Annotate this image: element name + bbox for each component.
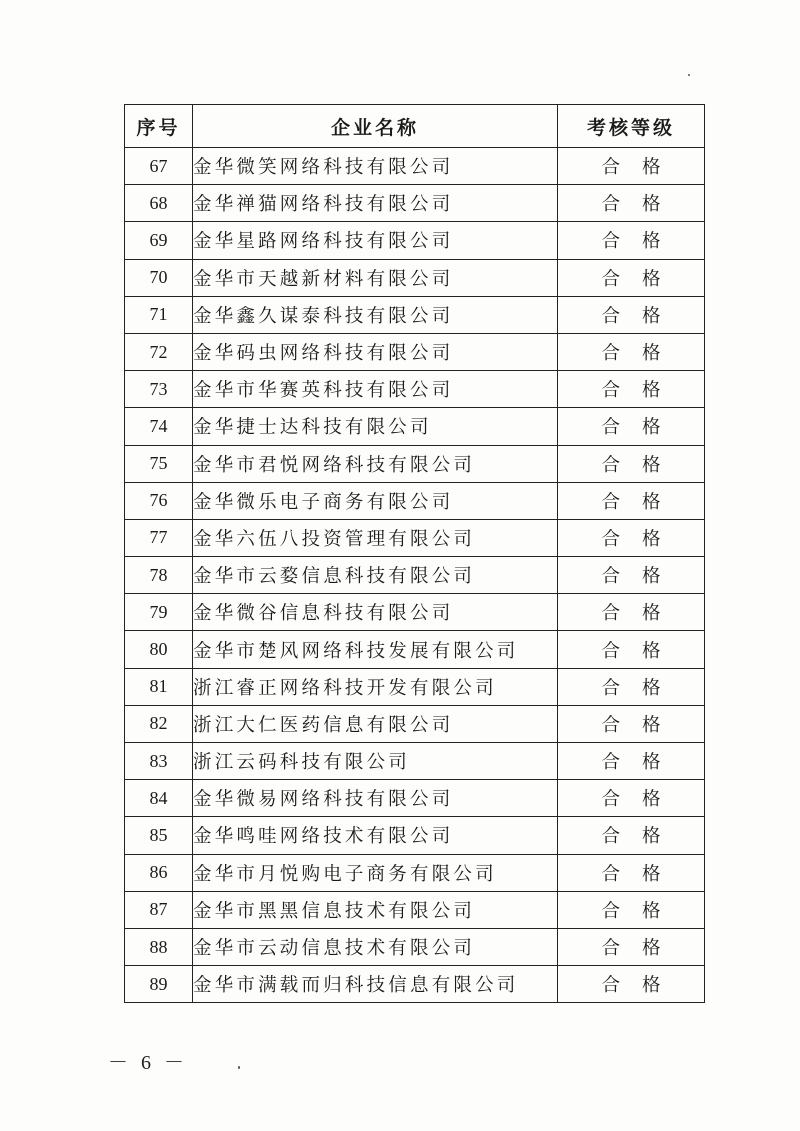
serial-number-cell: 89 [125,966,193,1003]
serial-number-cell: 78 [125,557,193,594]
serial-number-cell: 67 [125,148,193,185]
table-row [125,966,705,1003]
enterprise-name-cell: 金华捷士达科技有限公司 [193,408,558,445]
enterprise-name-cell: 金华微乐电子商务有限公司 [193,482,558,519]
serial-number-cell: 71 [125,296,193,333]
serial-number-cell: 85 [125,817,193,854]
table-row [125,854,705,891]
assessment-grade-text: 合格 [601,305,683,327]
serial-number-cell: 76 [125,482,193,519]
assessment-grade-text: 合格 [601,975,683,997]
serial-number-cell: 80 [125,631,193,668]
assessment-grade-text: 合格 [601,863,683,885]
enterprise-name-cell: 金华市华赛英科技有限公司 [193,371,558,408]
assessment-grade-text: 合格 [601,603,683,625]
serial-number-cell: 70 [125,259,193,296]
enterprise-name-cell: 金华市云婺信息科技有限公司 [193,557,558,594]
serial-number-cell: 84 [125,780,193,817]
table-row [125,482,705,519]
table-row [125,631,705,668]
assessment-grade-text: 合格 [601,640,683,662]
enterprise-name-cell: 金华鑫久谋泰科技有限公司 [193,296,558,333]
enterprise-name-cell: 金华微笑网络科技有限公司 [193,148,558,185]
assessment-grade-cell [558,743,705,780]
assessment-grade-text: 合格 [601,938,683,960]
table-row [125,817,705,854]
table-row [125,222,705,259]
assessment-grade-text: 合格 [601,454,683,476]
serial-number-cell: 68 [125,185,193,222]
assessment-grade-text: 合格 [601,231,683,253]
assessment-grade-text: 合格 [601,343,683,365]
enterprise-assessment-table [124,104,705,1003]
table-row [125,594,705,631]
page-number: － 6 － [108,1052,188,1074]
table-row [125,557,705,594]
assessment-grade-cell [558,854,705,891]
enterprise-name-cell: 金华市月悦购电子商务有限公司 [193,854,558,891]
assessment-grade-cell [558,296,705,333]
enterprise-name-cell: 金华微易网络科技有限公司 [193,780,558,817]
assessment-grade-cell [558,631,705,668]
enterprise-name-cell: 金华六伍八投资管理有限公司 [193,519,558,556]
header-enterprise-name: 企业名称 [193,105,558,148]
assessment-grade-cell [558,557,705,594]
table-row [125,445,705,482]
assessment-grade-text: 合格 [601,417,683,439]
table-row [125,371,705,408]
serial-number-cell: 73 [125,371,193,408]
scan-speck [238,1066,240,1069]
table-row [125,519,705,556]
assessment-grade-cell [558,259,705,296]
assessment-grade-text: 合格 [601,528,683,550]
assessment-grade-cell [558,928,705,965]
table-row [125,333,705,370]
assessment-grade-cell [558,780,705,817]
serial-number-cell: 88 [125,928,193,965]
assessment-grade-text: 合格 [601,826,683,848]
table-row [125,296,705,333]
assessment-grade-cell [558,371,705,408]
assessment-grade-cell [558,594,705,631]
serial-number-cell: 75 [125,445,193,482]
assessment-grade-text: 合格 [601,900,683,922]
assessment-grade-cell [558,668,705,705]
table-row [125,928,705,965]
header-assessment-grade: 考核等级 [558,105,705,148]
table-row [125,668,705,705]
assessment-grade-cell [558,966,705,1003]
assessment-grade-cell [558,445,705,482]
table-row [125,185,705,222]
table-row [125,259,705,296]
enterprise-name-cell: 金华市楚风网络科技发展有限公司 [193,631,558,668]
enterprise-name-cell: 金华码虫网络科技有限公司 [193,333,558,370]
enterprise-name-cell: 金华禅猫网络科技有限公司 [193,185,558,222]
enterprise-name-cell: 金华市君悦网络科技有限公司 [193,445,558,482]
serial-number-cell: 79 [125,594,193,631]
assessment-grade-cell [558,408,705,445]
table-row [125,148,705,185]
assessment-grade-cell [558,705,705,742]
table-row [125,408,705,445]
serial-number-cell: 74 [125,408,193,445]
assessment-grade-cell [558,482,705,519]
table-row [125,743,705,780]
assessment-grade-text: 合格 [601,380,683,402]
assessment-grade-text: 合格 [601,714,683,736]
assessment-grade-cell [558,185,705,222]
serial-number-cell: 77 [125,519,193,556]
serial-number-cell: 86 [125,854,193,891]
enterprise-name-cell: 金华市黑黑信息技术有限公司 [193,891,558,928]
enterprise-name-cell: 金华微谷信息科技有限公司 [193,594,558,631]
table-row [125,891,705,928]
enterprise-name-cell: 金华市云动信息技术有限公司 [193,928,558,965]
table-body [125,148,705,1003]
serial-number-cell: 69 [125,222,193,259]
assessment-grade-text: 合格 [601,194,683,216]
assessment-grade-text: 合格 [601,157,683,179]
scan-speck [688,74,690,76]
enterprise-name-cell: 金华星路网络科技有限公司 [193,222,558,259]
table-row [125,705,705,742]
table-row [125,780,705,817]
enterprise-name-cell: 金华鸣哇网络技术有限公司 [193,817,558,854]
enterprise-name-cell: 浙江大仁医药信息有限公司 [193,705,558,742]
assessment-grade-cell [558,817,705,854]
serial-number-cell: 81 [125,668,193,705]
assessment-grade-text: 合格 [601,752,683,774]
assessment-grade-cell [558,222,705,259]
serial-number-cell: 83 [125,743,193,780]
header-serial-number: 序号 [125,105,193,148]
serial-number-cell: 87 [125,891,193,928]
enterprise-name-cell: 金华市天越新材料有限公司 [193,259,558,296]
assessment-grade-cell [558,891,705,928]
enterprise-name-cell: 浙江云码科技有限公司 [193,743,558,780]
assessment-grade-cell [558,519,705,556]
assessment-grade-text: 合格 [601,268,683,290]
assessment-grade-text: 合格 [601,566,683,588]
assessment-grade-text: 合格 [601,789,683,811]
assessment-grade-cell [558,148,705,185]
serial-number-cell: 72 [125,333,193,370]
enterprise-name-cell: 金华市满载而归科技信息有限公司 [193,966,558,1003]
table-header-row [125,105,705,148]
enterprise-name-cell: 浙江睿正网络科技开发有限公司 [193,668,558,705]
serial-number-cell: 82 [125,705,193,742]
assessment-grade-text: 合格 [601,677,683,699]
assessment-grade-text: 合格 [601,491,683,513]
assessment-grade-cell [558,333,705,370]
